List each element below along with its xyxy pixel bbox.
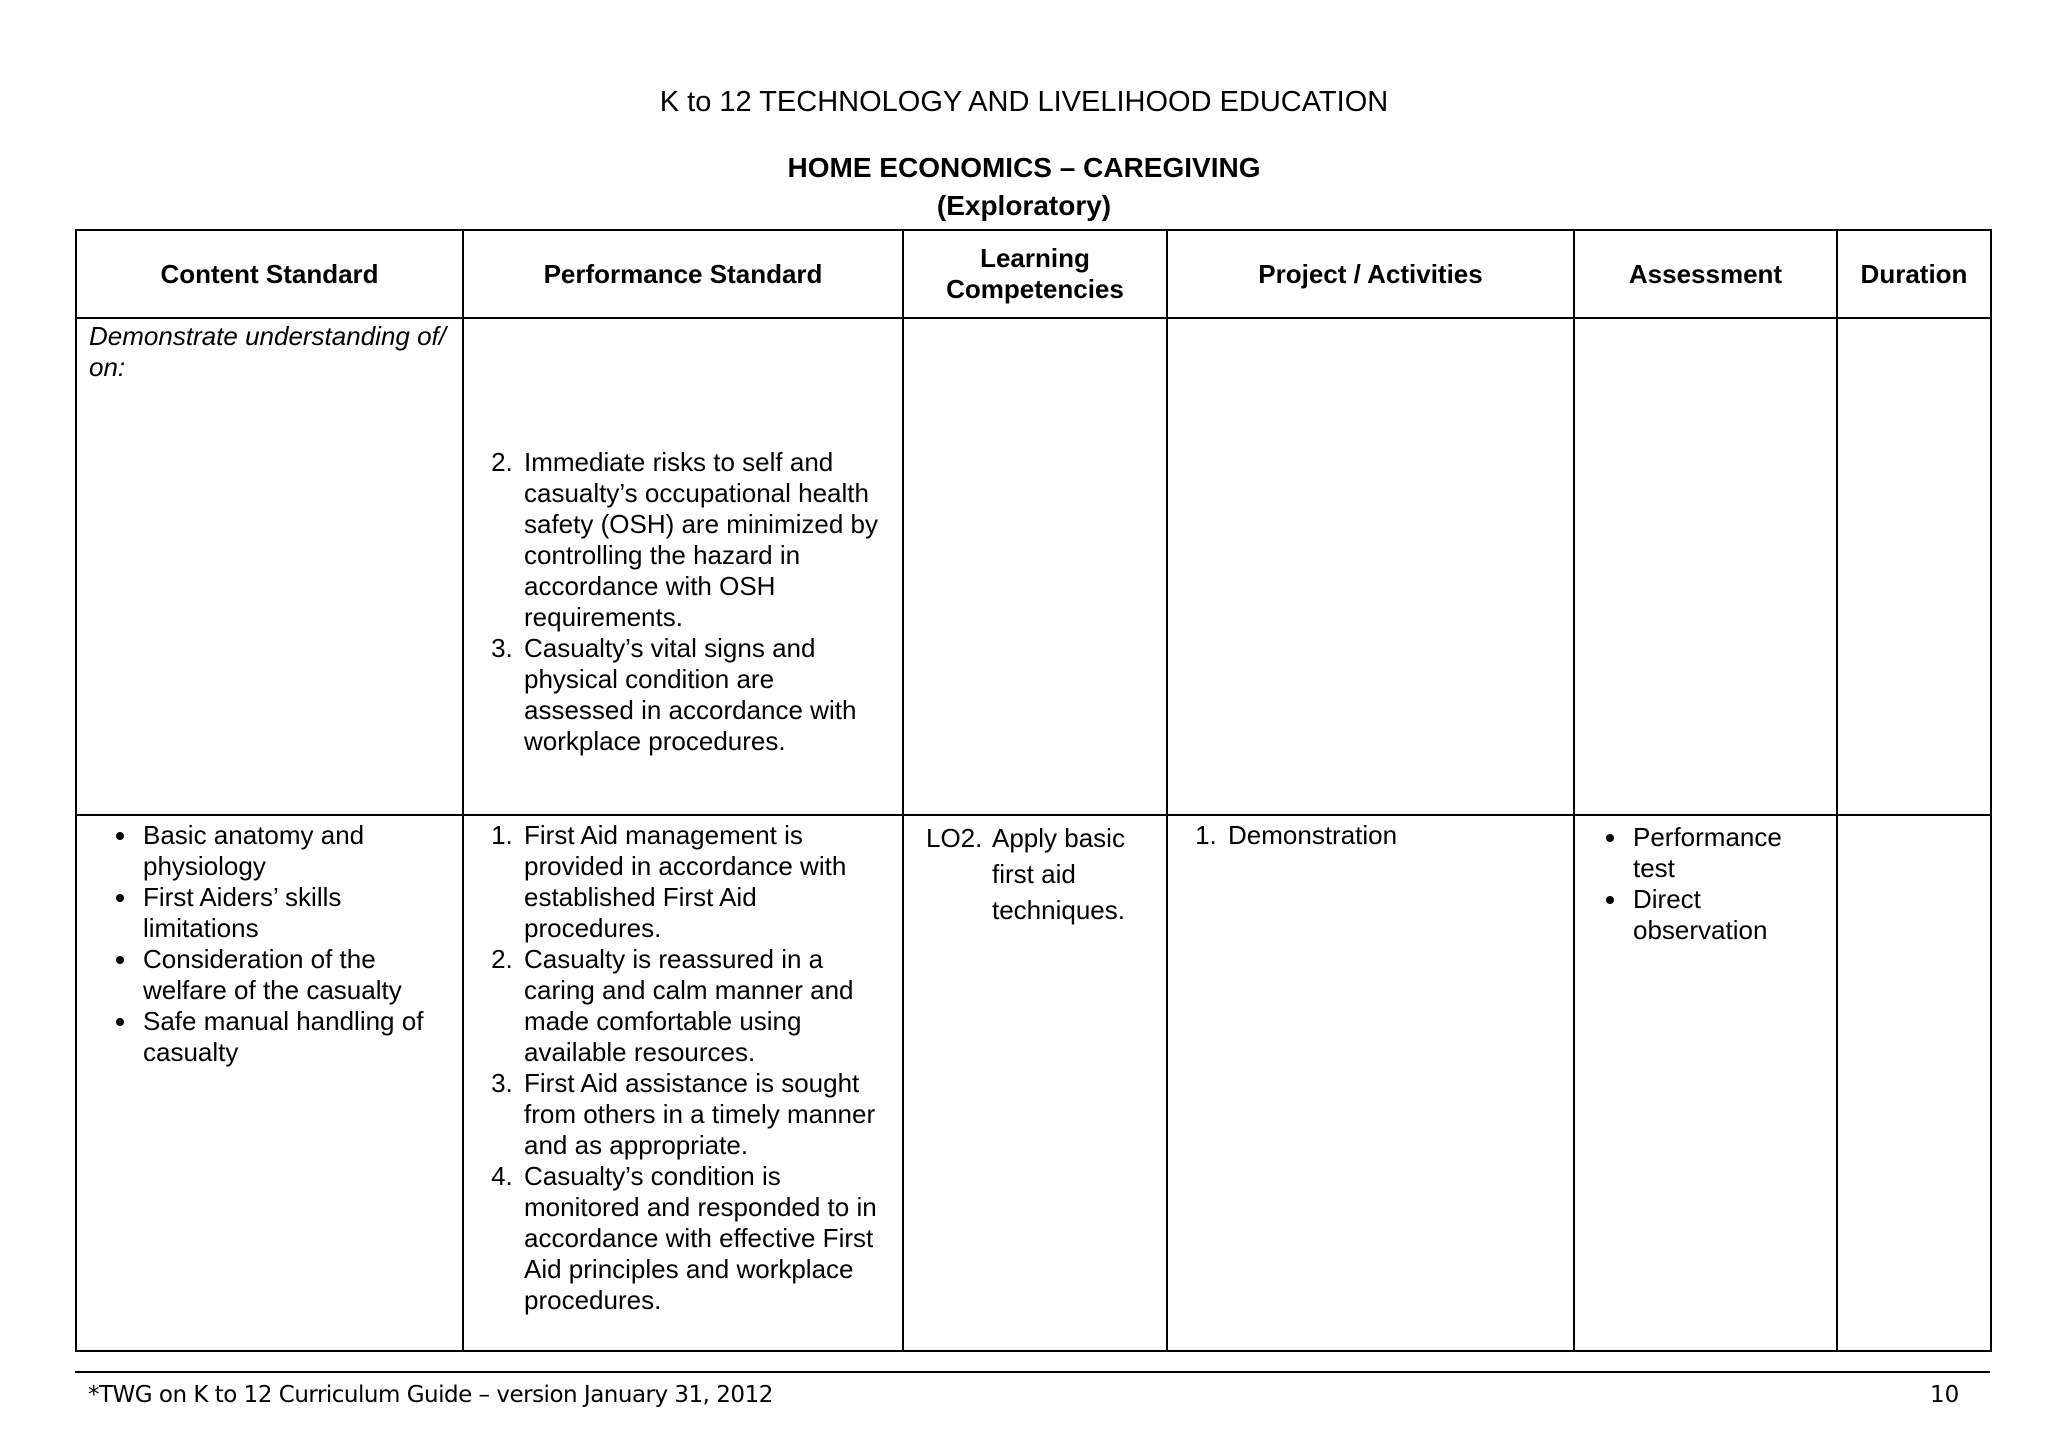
content-standard-cell — [76, 318, 463, 815]
list-item: 4. Casualty’s condition is monitored and responded to in accordance with effective First Aid principles and workplace procedures. — [520, 1161, 890, 1316]
list-item: • First Aiders’ skills limitations — [139, 882, 450, 944]
column-header: Assessment — [1574, 230, 1837, 318]
performance-standard-list — [476, 820, 890, 1316]
footer-divider — [75, 1371, 1990, 1373]
column-header: Content Standard — [76, 230, 463, 318]
footer-text: *TWG on K to 12 Curriculum Guide – version January 31, 2012 — [88, 1382, 773, 1408]
list-item: • Basic anatomy and physiology — [139, 820, 450, 882]
table-row — [76, 815, 1991, 1351]
table-header-row — [76, 230, 1991, 318]
page-number: 10 — [1930, 1382, 1960, 1408]
assessment-list — [1575, 822, 1824, 946]
content-standard-cell — [76, 815, 463, 1351]
activities-list — [1180, 820, 1561, 851]
subject-title: HOME ECONOMICS – CAREGIVING — [787, 152, 1261, 183]
performance-standard-list — [476, 447, 890, 757]
learning-competencies-cell — [903, 318, 1167, 815]
document-title: K to 12 TECHNOLOGY AND LIVELIHOOD EDUCATION — [659, 86, 1389, 118]
list-item: 3. Casualty’s vital signs and physical condition are assessed in accordance with workplace procedures. — [520, 633, 890, 757]
column-header: Learning Competencies — [903, 230, 1167, 318]
activities-cell — [1167, 318, 1574, 815]
performance-standard-cell — [463, 318, 903, 815]
list-item: • Direct observation — [1629, 884, 1824, 946]
column-header: Duration — [1837, 230, 1991, 318]
content-standard-intro: Demonstrate understanding of/ on: — [89, 321, 446, 382]
learning-competency-code: LO2. — [926, 823, 983, 853]
list-item: • Safe manual handling of casualty — [139, 1006, 450, 1068]
performance-standard-cell — [463, 815, 903, 1351]
list-item: 2. Immediate risks to self and casualty’s occupational health safety (OSH) are minimized by controlling the hazard in accordance with OSH requirements. — [520, 447, 890, 633]
column-header: Performance Standard — [463, 230, 903, 318]
assessment-cell — [1574, 815, 1837, 1351]
curriculum-table — [75, 229, 1992, 1352]
table-row — [76, 318, 1991, 815]
learning-competency-text: Apply basic first aid techniques. — [992, 823, 1125, 925]
subject-subtitle: (Exploratory) — [936, 190, 1112, 221]
list-item: 1. Demonstration — [1224, 820, 1561, 851]
duration-cell — [1837, 815, 1991, 1351]
list-item: • Consideration of the welfare of the casualty — [139, 944, 450, 1006]
activities-cell — [1167, 815, 1574, 1351]
list-item: 1. First Aid management is provided in accordance with established First Aid procedures. — [520, 820, 890, 944]
list-item: 2. Casualty is reassured in a caring and calm manner and made comfortable using available resources. — [520, 944, 890, 1068]
assessment-cell — [1574, 318, 1837, 815]
column-header: Project / Activities — [1167, 230, 1574, 318]
learning-competencies-cell — [903, 815, 1167, 1351]
list-item: • Performance test — [1629, 822, 1824, 884]
content-standard-list — [77, 820, 450, 1068]
list-item: 3. First Aid assistance is sought from others in a timely manner and as appropriate. — [520, 1068, 890, 1161]
learning-competency — [916, 820, 1154, 928]
duration-cell — [1837, 318, 1991, 815]
